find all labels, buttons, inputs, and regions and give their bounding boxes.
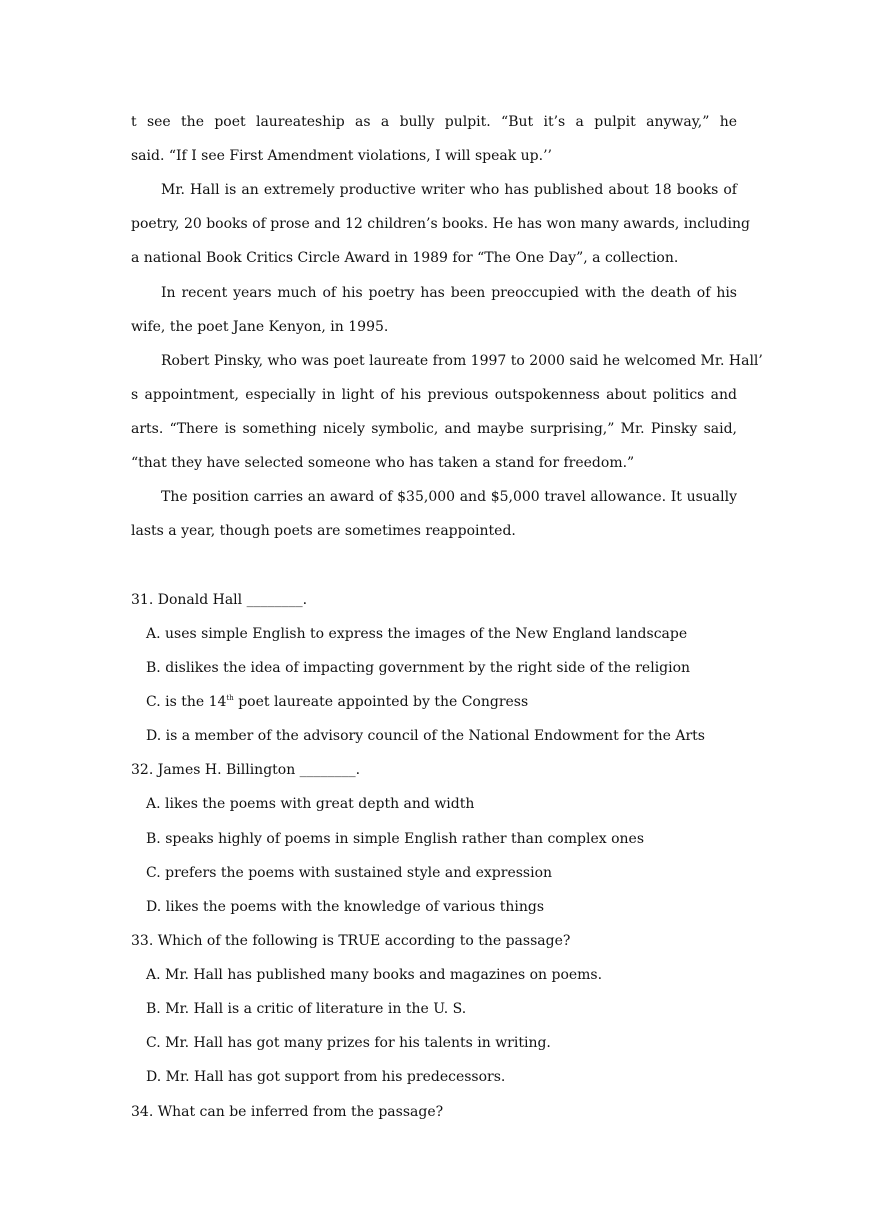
question-stem: 34. What can be inferred from the passage? [131,1104,444,1120]
answer-option: B. dislikes the idea of impacting government by the right side of the religion [146,660,691,676]
passage-line: “that they have selected someone who has taken a stand for freedom.” [131,455,635,471]
passage-line: s appointment, especially in light of his previous outspokenness about politics and [131,387,737,403]
passage-line: Robert Pinsky, who was poet laureate from 1997 to 2000 said he welcomed Mr. Hall’ [161,353,763,369]
answer-option [146,691,737,713]
passage-line: t see the poet laureateship as a bully pulpit. “But it’s a pulpit anyway,” he [131,114,737,130]
passage-line: Mr. Hall is an extremely productive writer who has published about 18 books of [161,182,737,198]
passage-line: The position carries an award of $35,000 and $5,000 travel allowance. It usually [161,489,737,505]
option-text: C. is the 14 [146,694,227,710]
passage-line: wife, the poet Jane Kenyon, in 1995. [131,319,389,335]
answer-option: A. uses simple English to express the images of the New England landscape [146,626,688,642]
passage-line: In recent years much of his poetry has been preoccupied with the death of his [161,285,737,301]
answer-option: B. Mr. Hall is a critic of literature in the U. S. [146,1001,467,1017]
question-stem: 31. Donald Hall ________. [131,592,308,608]
passage-line: a national Book Critics Circle Award in 1989 for “The One Day”, a collection. [131,250,679,266]
passage-line: said. “If I see First Amendment violations, I will speak up.’’ [131,148,552,164]
question-stem: 32. James H. Billington ________. [131,762,361,778]
ordinal-suffix: th [226,694,234,702]
answer-option: B. speaks highly of poems in simple English rather than complex ones [146,831,644,847]
answer-option: A. Mr. Hall has published many books and magazines on poems. [146,967,603,983]
question-stem: 33. Which of the following is TRUE according to the passage? [131,933,571,949]
option-text: poet laureate appointed by the Congress [233,694,529,710]
passage-line: poetry, 20 books of prose and 12 children’s books. He has won many awards, including [131,216,750,232]
answer-option: D. likes the poems with the knowledge of various things [146,899,545,915]
answer-option: D. is a member of the advisory council of the National Endowment for the Arts [146,728,705,744]
passage-line: arts. “There is something nicely symbolic, and maybe surprising,” Mr. Pinsky said, [131,421,737,437]
answer-option: A. likes the poems with great depth and width [146,796,475,812]
passage-line: lasts a year, though poets are sometimes reappointed. [131,523,516,539]
answer-option: C. prefers the poems with sustained style and expression [146,865,553,881]
answer-option: C. Mr. Hall has got many prizes for his talents in writing. [146,1035,551,1051]
answer-option: D. Mr. Hall has got support from his predecessors. [146,1069,506,1085]
